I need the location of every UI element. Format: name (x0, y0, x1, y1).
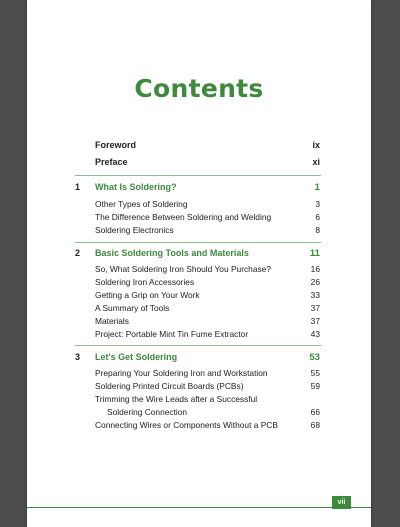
toc-entry-preface[interactable] (27, 156, 371, 169)
toc-entry-continuation[interactable] (27, 406, 371, 419)
toc-entry[interactable] (27, 315, 371, 328)
toc-entry[interactable] (27, 393, 371, 406)
toc-entry-page: 6 (315, 212, 320, 222)
toc-entry-page: xi (312, 157, 320, 167)
toc-entry-label: Project: Portable Mint Tin Fume Extractor (95, 329, 249, 339)
toc-entry-label: Preface (95, 157, 128, 167)
toc-entry-label: Soldering Electronics (95, 225, 174, 235)
toc-entry-label: A Summary of Tools (95, 303, 170, 313)
toc-entry-page: 33 (310, 290, 320, 300)
toc-entry-page: 68 (310, 420, 320, 430)
toc-entry-label: Soldering Iron Accessories (95, 277, 195, 287)
toc-entry-label: Other Types of Soldering (95, 199, 188, 209)
toc-entry[interactable] (27, 302, 371, 315)
chapter-page: 11 (309, 248, 320, 259)
toc-entry-page: 37 (310, 303, 320, 313)
chapter-divider (75, 242, 321, 243)
toc-entry-foreword[interactable] (27, 139, 371, 152)
toc-entry[interactable] (27, 276, 371, 289)
toc-entry[interactable] (27, 419, 371, 432)
toc-entry[interactable] (27, 367, 371, 380)
toc-entry[interactable] (27, 263, 371, 276)
page-folio: vii (332, 496, 351, 509)
toc-entry-page: ix (312, 140, 320, 150)
toc-entry-label: Connecting Wires or Components Without a PCB (95, 420, 278, 430)
toc-entry-page: 3 (315, 199, 320, 209)
toc-entry-page: 66 (310, 407, 320, 417)
toc-entry[interactable] (27, 211, 371, 224)
toc-entry-label: Foreword (95, 140, 137, 150)
toc-entry-label: The Difference Between Soldering and Welding (95, 212, 272, 222)
chapter-number: 1 (75, 182, 81, 192)
chapter-page: 1 (314, 182, 320, 193)
chapter-page: 53 (309, 352, 320, 363)
toc-entry[interactable] (27, 224, 371, 237)
chapter-divider (75, 175, 321, 176)
book-page (27, 0, 371, 527)
toc-entry[interactable] (27, 198, 371, 211)
chapter-divider (75, 345, 321, 346)
toc-chapter-2[interactable] (27, 247, 371, 260)
toc-entry-page: 55 (310, 368, 320, 378)
toc-entry-label: Getting a Grip on Your Work (95, 290, 200, 300)
toc-entry-page: 26 (310, 277, 320, 287)
toc-entry-label: Soldering Connection (107, 407, 188, 417)
toc-entry-label: Soldering Printed Circuit Boards (PCBs) (95, 381, 244, 391)
chapter-title: Let's Get Soldering (95, 352, 178, 362)
toc-entry[interactable] (27, 328, 371, 341)
toc-entry-page: 37 (310, 316, 320, 326)
toc-chapter-1[interactable] (27, 181, 371, 194)
toc-entry-label: Materials (95, 316, 129, 326)
toc-entry-label: So, What Soldering Iron Should You Purchase? (95, 264, 271, 274)
toc-chapter-3[interactable] (27, 351, 371, 364)
chapter-title: Basic Soldering Tools and Materials (95, 248, 249, 258)
toc-entry-page: 43 (310, 329, 320, 339)
toc-entry-page: 59 (310, 381, 320, 391)
chapter-number: 3 (75, 352, 81, 362)
chapter-number: 2 (75, 248, 81, 258)
footer-rule (27, 507, 371, 508)
toc-entry-page: 16 (310, 264, 320, 274)
toc-entry[interactable] (27, 380, 371, 393)
toc-entry-label: Trimming the Wire Leads after a Successful (95, 394, 258, 404)
toc-entry[interactable] (27, 289, 371, 302)
toc-entry-label: Preparing Your Soldering Iron and Workstation (95, 368, 268, 378)
toc-entry-page: 8 (315, 225, 320, 235)
chapter-title: What Is Soldering? (95, 182, 177, 192)
contents-title: Contents (134, 74, 264, 103)
